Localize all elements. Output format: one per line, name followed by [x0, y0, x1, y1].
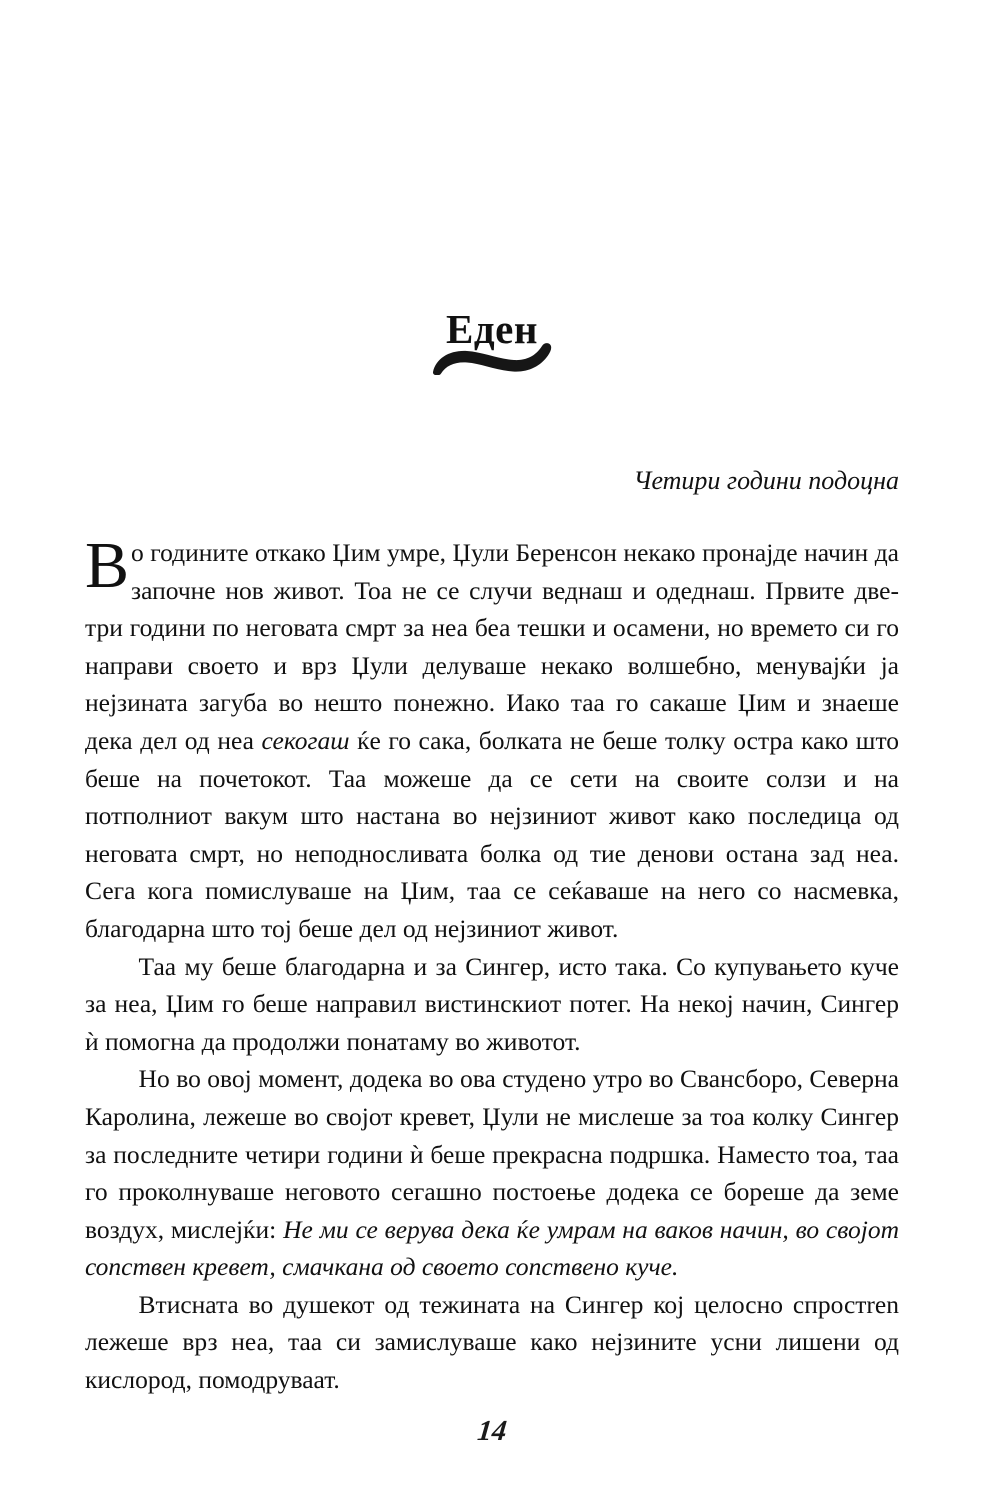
- paragraph-4-segment-1: Втисната во душекот од тежината на Сингер кој целосно спростren лежеше врз неа, таа си замислуваше како нејзините усни лишени од кислород, помодруваат.: [85, 1289, 899, 1395]
- paragraph-2-segment-1: Таа му беше благодарна и за Сингер, исто така. Со купувањето куче за неа, Џим го беше направил вистинскиот потег. На некој начин, Сингер ѝ помогна да продолжи понатаму во животот.: [85, 951, 899, 1056]
- chapter-title: Еден: [446, 306, 538, 353]
- paragraph-3-segment-1: Но во овој момент, додека во ова студено утро во Свансборо, Северна Каролина, лежеше во својот кревет, Џули не мислеше за тоа колку Сингер за последните четири години ѝ беше прекрасна подршка. Наместо тоа, таа го проколнуваше неговото сегашно постоење додека се бореше да земе воздух, мислејќи:: [85, 1064, 899, 1244]
- chapter-subtitle: Четири години подоцна: [633, 466, 899, 495]
- paragraph-3: [85, 1060, 899, 1286]
- page-number: 14: [475, 1415, 509, 1447]
- paragraph-3-segment-2-italic-thought: Не ми се верува дека ќе умрам на ваков начин, во својот сопствен кревет, смачкана од своето сопствено куче.: [85, 1214, 899, 1282]
- chapter-body: [85, 529, 899, 1399]
- paragraph-1-segment-1: о годините откако Џим умре, Џули Беренсон некако пронајде начин да започне нов живот. Тоа не се случи веднаш и одеднаш. Првите две-три години по неговата смрт за неа беа тешки и осамени, но времето си го направи своето и врз Џули делуваше некако волшебно, менувајќи ја нејзината загуба во нешто понежно. Иако таа го сакаше Џим и знаеше дека дел од неа: [85, 538, 899, 755]
- paragraph-1-segment-2-italic: секогаш: [261, 725, 350, 755]
- paragraph-1-segment-3: ќе го сака, болката не беше толку остра како што беше на почетокот. Таа можеше да се сети на своите солзи и на потполниот вакум што настана во нејзиниот живот како последица од неговата смрт, но неподносливата болка од тие денови остана зад неа. Сега кога помислуваше на Џим, таа се сеќаваше на него со насмевка, благодарна што тој беше дел од нејзиниот живот.: [85, 725, 899, 943]
- paragraph-4: [85, 1286, 899, 1399]
- paragraph-2: [85, 948, 899, 1061]
- swash-flourish-ornament: [0, 336, 984, 380]
- drop-cap: В: [85, 529, 130, 602]
- paragraph-1: [85, 529, 899, 948]
